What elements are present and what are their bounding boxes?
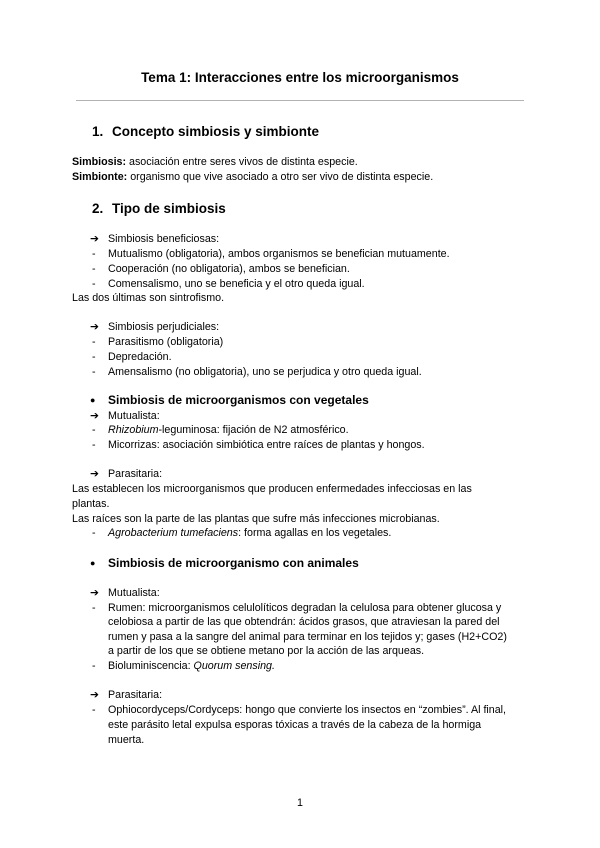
biolum-text: Bioluminiscencia:	[108, 660, 194, 672]
vegetales-mutualista-label: Mutualista:	[108, 410, 160, 422]
beneficiosas-label: Simbiosis beneficiosas:	[108, 233, 220, 245]
paragraph-line: Las raíces son la parte de las plantas que sufre más infecciones microbianas.	[72, 513, 440, 525]
page-number: 1	[297, 797, 303, 809]
section-2-number: 2.	[92, 201, 104, 216]
agro-rest: : forma agallas en los vegetales.	[238, 527, 392, 539]
dash-marker: -	[92, 439, 96, 451]
rumen-line: Rumen: microorganismos celulolíticos degradan la celulosa para obtener glucosa y	[108, 602, 502, 614]
rhizobium-item	[108, 423, 349, 438]
section-2-title: Tipo de simbiosis	[112, 201, 226, 216]
list-item: Mutualismo (obligatoria), ambos organismos se benefician mutuamente.	[108, 248, 450, 260]
page-title: Tema 1: Interacciones entre los microorganismos	[141, 70, 459, 85]
rhizobium-italic: Rhizobium	[108, 424, 159, 436]
bioluminiscencia-item	[108, 659, 275, 674]
bullet-icon: ●	[90, 558, 96, 568]
dash-marker: -	[92, 704, 96, 716]
dash-marker: -	[92, 527, 96, 539]
bullet-icon: ●	[90, 395, 96, 405]
paragraph-line: plantas.	[72, 498, 110, 510]
dash-marker: -	[92, 263, 96, 275]
list-item: Parasitismo (obligatoria)	[108, 336, 224, 348]
dash-marker: -	[92, 660, 96, 672]
section-2-heading	[92, 201, 226, 216]
simbionte-definition	[72, 170, 433, 185]
biolum-italic: Quorum sensing.	[193, 660, 275, 672]
animales-mutualista-label: Mutualista:	[108, 587, 160, 599]
paragraph-line: Las establecen los microorganismos que producen enfermedades infecciosas en las	[72, 483, 472, 495]
arrow-icon: ➔	[90, 321, 99, 333]
list-item: Depredación.	[108, 351, 172, 363]
ophio-line: muerta.	[108, 734, 145, 746]
perjudiciales-label: Simbiosis perjudiciales:	[108, 321, 220, 333]
arrow-icon: ➔	[90, 587, 99, 599]
simbiosis-def: asociación entre seres vivos de distinta especie.	[126, 156, 358, 168]
dash-marker: -	[92, 424, 96, 436]
vegetales-heading: Simbiosis de microorganismos con vegetales	[108, 393, 369, 407]
list-item: Cooperación (no obligatoria), ambos se benefician.	[108, 263, 350, 275]
arrow-icon: ➔	[90, 233, 99, 245]
rumen-line: celobiosa a partir de las que obtendrán: ácidos grasos, que atraviesan la pared del	[108, 616, 500, 628]
title-divider	[76, 100, 524, 101]
dash-marker: -	[92, 602, 96, 614]
simbionte-def: organismo que vive asociado a otro ser vivo de distinta especie.	[127, 171, 434, 183]
list-item: Micorrizas: asociación simbiótica entre raíces de plantas y hongos.	[108, 439, 425, 451]
sintrofismo-note: Las dos últimas son sintrofismo.	[72, 292, 225, 304]
vegetales-parasitaria-label: Parasitaria:	[108, 468, 163, 480]
ophio-line: Ophiocordyceps/Cordyceps: hongo que convierte los insectos en “zombies”. Al final,	[108, 704, 507, 716]
list-item: Amensalismo (no obligatoria), uno se perjudica y otro queda igual.	[108, 366, 422, 378]
animales-heading: Simbiosis de microorganismo con animales	[108, 556, 359, 570]
list-item: Comensalismo, uno se beneficia y el otro queda igual.	[108, 278, 365, 290]
agro-italic: Agrobacterium tumefaciens	[108, 527, 239, 539]
animales-parasitaria-label: Parasitaria:	[108, 689, 163, 701]
rhizobium-rest: -leguminosa: fijación de N2 atmosférico.	[158, 424, 349, 436]
dash-marker: -	[92, 351, 96, 363]
ophio-line: este parásito letal expulsa esporas tóxicas a través de la cabeza de la hormiga	[108, 719, 482, 731]
simbiosis-definition	[72, 155, 358, 170]
arrow-icon: ➔	[90, 689, 99, 701]
rumen-line: rumen y pasa a la sangre del animal para terminar en los tejidos y; gases (H2+CO2)	[108, 631, 507, 643]
section-1-number: 1.	[92, 124, 104, 139]
arrow-icon: ➔	[90, 468, 99, 480]
simbiosis-term: Simbiosis:	[72, 156, 127, 168]
dash-marker: -	[92, 248, 96, 260]
simbionte-term: Simbionte:	[72, 171, 128, 183]
section-1-title: Concepto simbiosis y simbionte	[112, 124, 320, 139]
dash-marker: -	[92, 278, 96, 290]
dash-marker: -	[92, 336, 96, 348]
rumen-line: a partir de los que se obtiene metano por la acción de las arqueas.	[108, 645, 425, 657]
agrobacterium-item	[108, 526, 391, 541]
arrow-icon: ➔	[90, 410, 99, 422]
section-1-heading	[92, 124, 319, 139]
dash-marker: -	[92, 366, 96, 378]
